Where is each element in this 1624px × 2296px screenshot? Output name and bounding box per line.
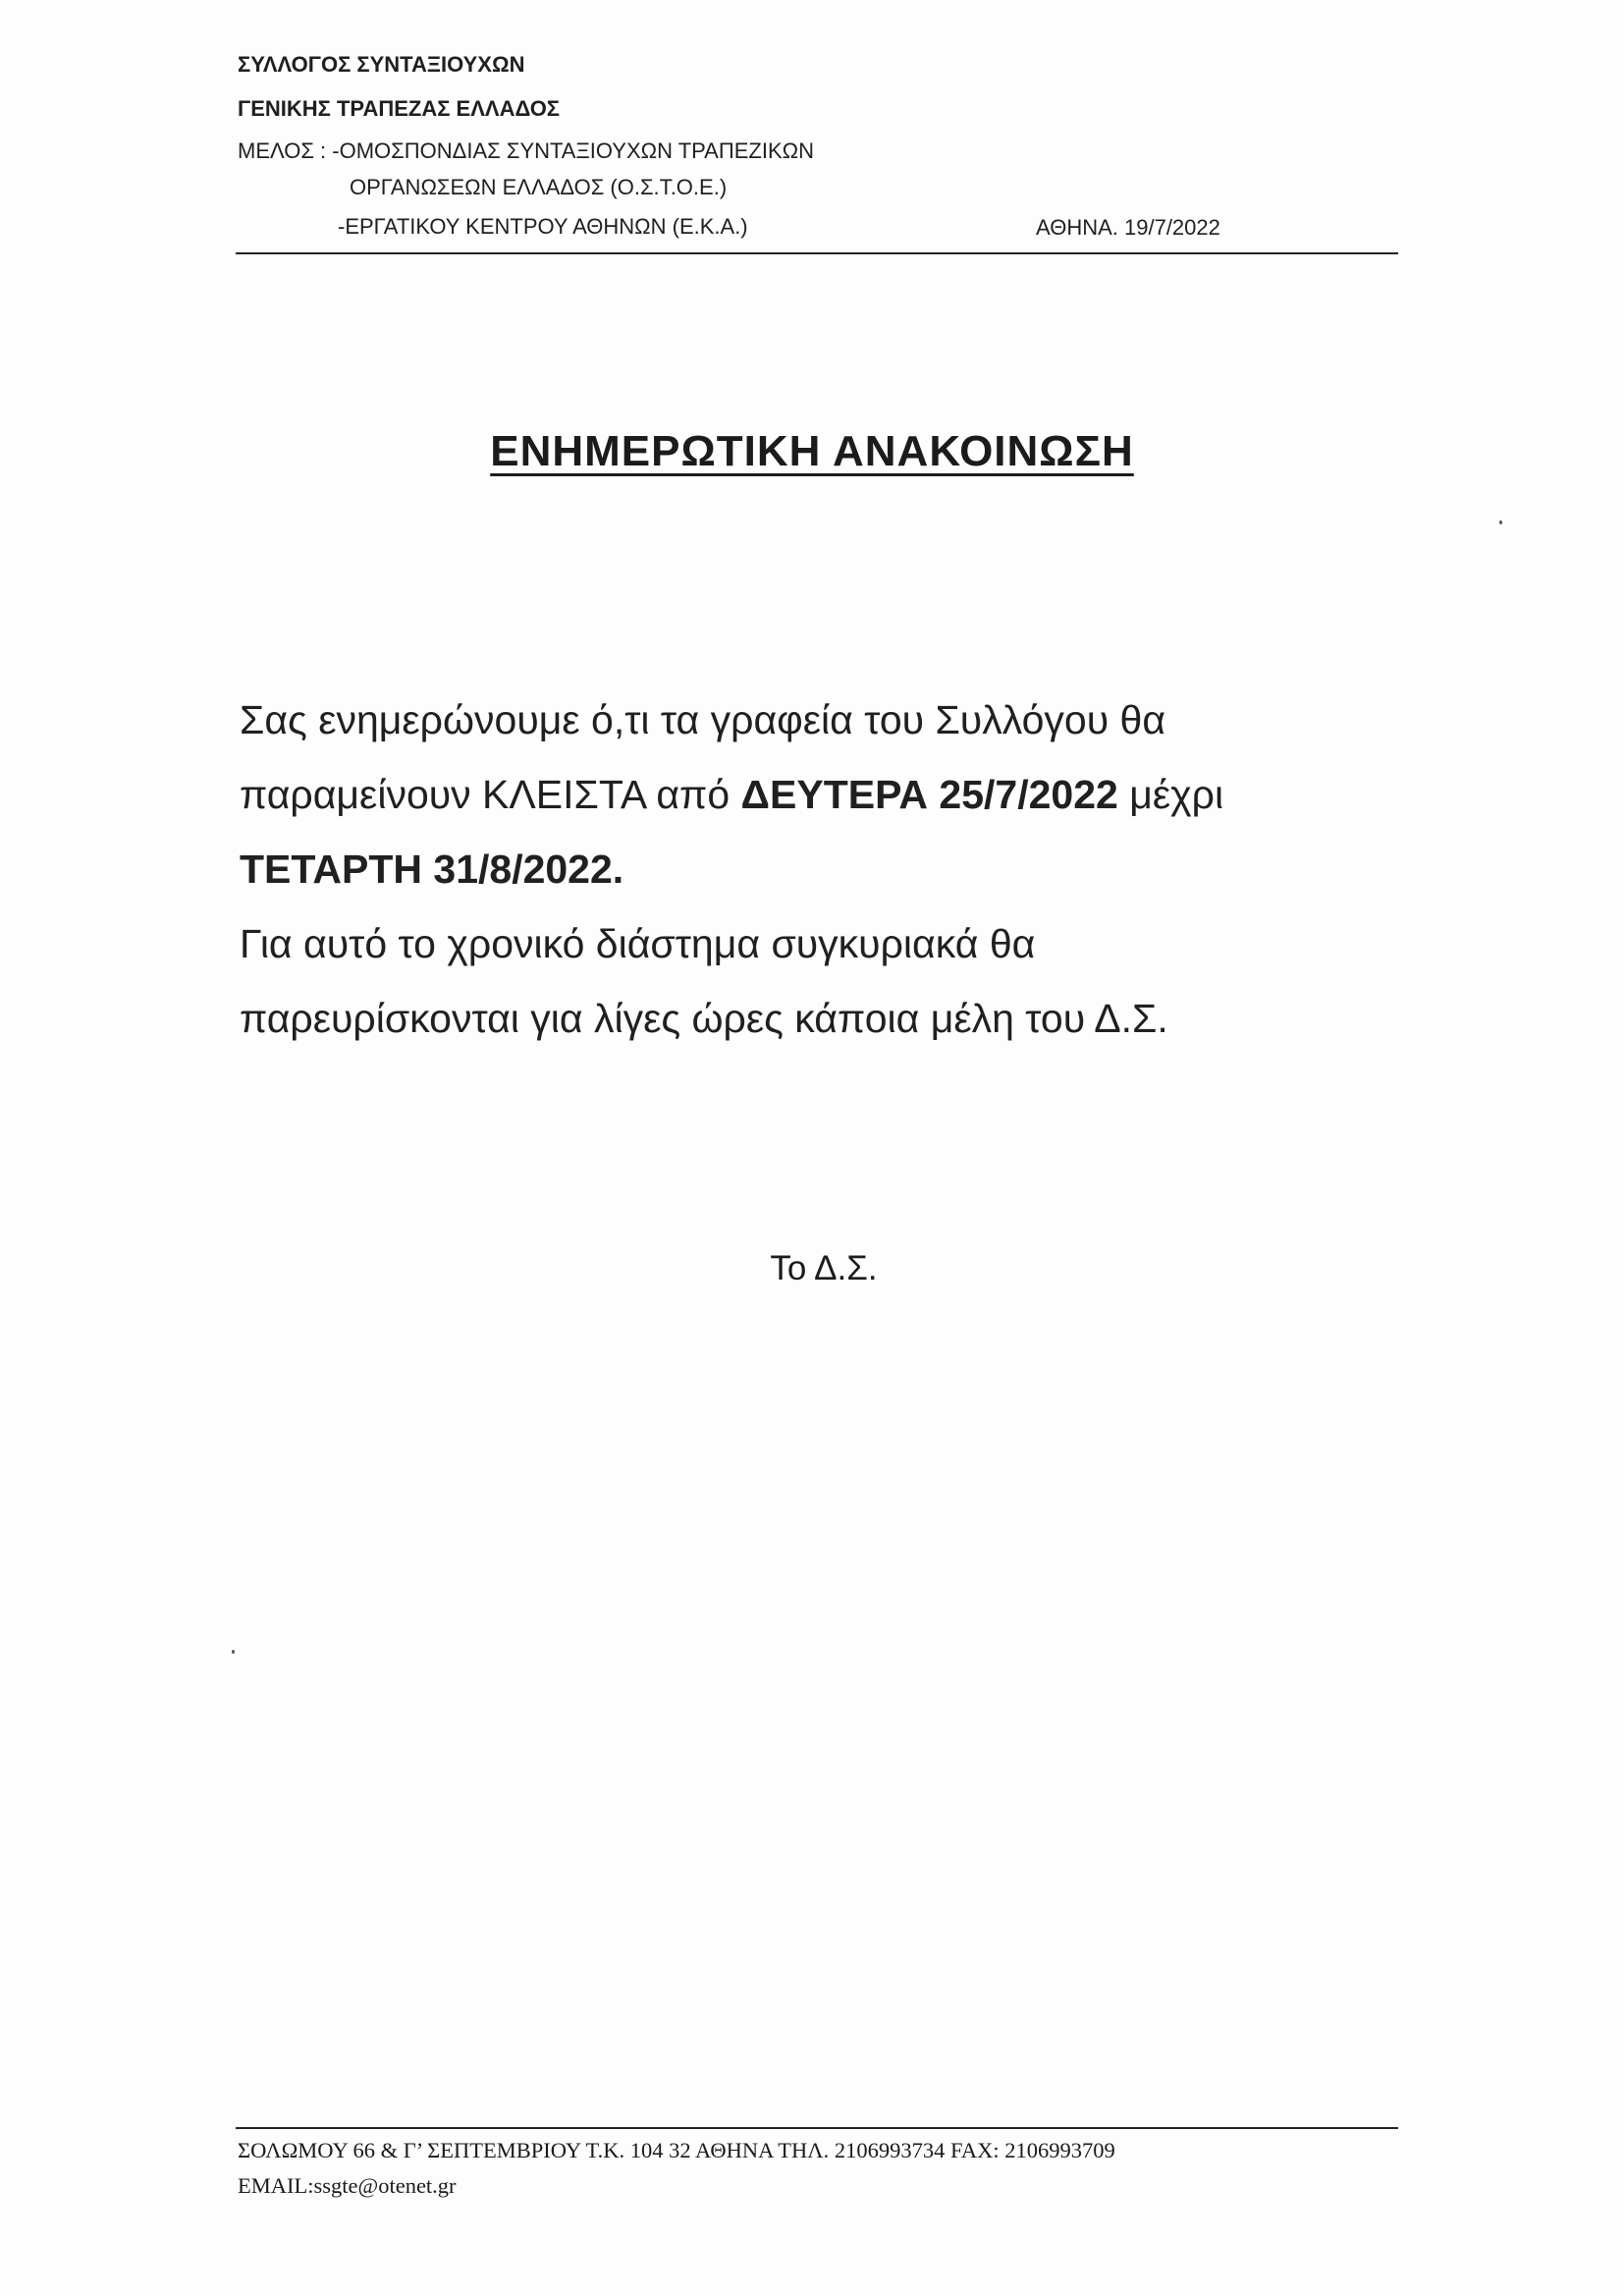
body-line-1: Σας ενημερώνουμε ό,τι τα γραφεία του Συλλόγου θα [240,697,1166,742]
announcement-title [0,424,1624,479]
body-line-4: Για αυτό το χρονικό διάστημα συγκυριακά θα [240,921,1036,966]
announcement-title-text: ΕΝΗΜΕΡΩΤΙΚΗ ΑΝΑΚΟΙΝΩΣΗ [490,427,1134,475]
announcement-body [240,683,1369,1056]
document-date: ΑΘΗΝΑ. 19/7/2022 [1036,215,1220,240]
footer-address: ΣΟΛΩΜΟΥ 66 & Γ’ ΣΕΠΤΕΜΒΡΙΟΥ Τ.Κ. 104 32 ΑΘΗΝΑ ΤΗΛ. 2106993734 FAX: 2106993709 [238,2138,1115,2162]
header-divider [236,252,1398,254]
closure-end-date: ΤΕΤΑΡΤΗ 31/8/2022. [240,847,624,892]
body-line-2-end: μέχρι [1117,772,1224,817]
footer-email: EMAIL:ssgte@otenet.gr [238,2173,457,2198]
scan-speck [1499,520,1502,524]
body-line-5: παρευρίσκονται για λίγες ώρες κάποια μέλη του Δ.Σ. [240,996,1168,1041]
scan-speck [232,1650,235,1654]
membership-line3: -ΕΡΓΑΤΙΚΟΥ ΚΕΝΤΡΟΥ ΑΘΗΝΩΝ (Ε.Κ.Α.) [338,214,748,239]
membership-line2: ΟΡΓΑΝΩΣΕΩΝ ΕΛΛΑΔΟΣ (Ο.Σ.Τ.Ο.Ε.) [350,175,728,199]
signature: Το Δ.Σ. [770,1249,878,1287]
closure-start-date: ΔΕΥΤΕΡΑ 25/7/2022 [740,772,1118,817]
body-line-2 [240,757,1369,832]
body-line-2-start: παραμείνουν ΚΛΕΙΣΤΑ από [240,772,741,817]
footer-divider [236,2127,1398,2129]
membership-line1: ΜΕΛΟΣ : -ΟΜΟΣΠΟΝΔΙΑΣ ΣΥΝΤΑΞΙΟΥΧΩΝ ΤΡΑΠΕΖΙΚΩΝ [238,138,814,163]
org-name-line2: ΓΕΝΙΚΗΣ ΤΡΑΠΕΖΑΣ ΕΛΛΑΔΟΣ [238,96,561,121]
org-name-line1: ΣΥΛΛΟΓΟΣ ΣΥΝΤΑΞΙΟΥΧΩΝ [238,52,525,77]
